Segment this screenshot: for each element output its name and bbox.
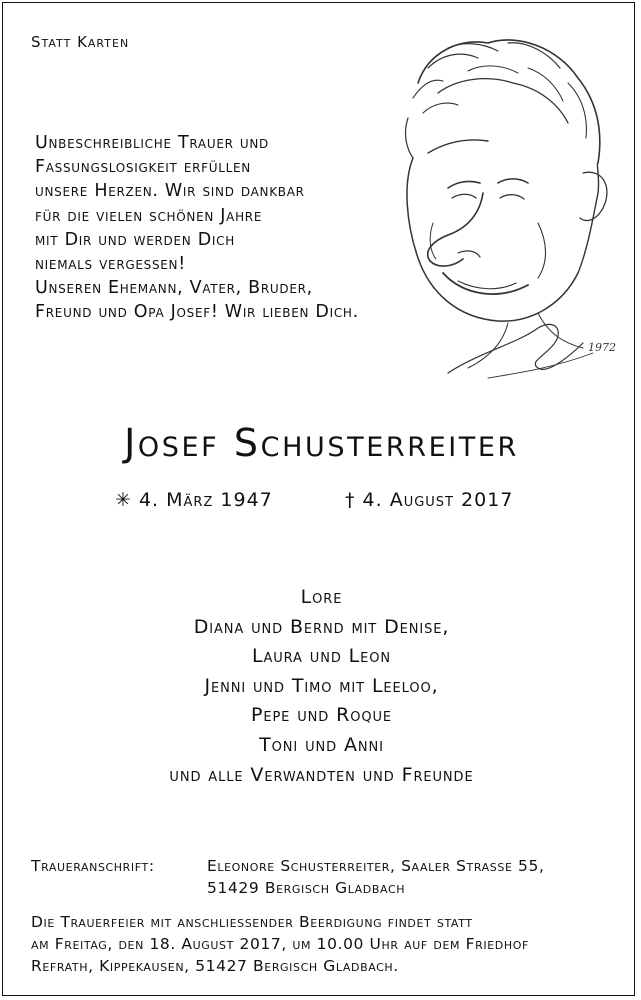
- mourner-line: Pepe und Roque: [250, 704, 393, 727]
- address-line-1: Eleonore Schusterreiter, Saaler Strasse 55,: [207, 857, 545, 875]
- intro-line: Unbeschreibliche Trauer und: [35, 133, 269, 153]
- intro-line: Freund und Opa Josef! Wir lieben Dich.: [35, 302, 359, 323]
- mourner-line: Jenni und Timo mit Leeloo,: [204, 674, 439, 697]
- intro-line: Unseren Ehemann, Vater, Bruder,: [35, 278, 313, 299]
- intro-line: für die vielen schönen Jahre: [35, 205, 263, 226]
- mourners-list: [3, 583, 640, 790]
- ceremony-line: Die Trauerfeier mit anschliessender Beerdigung findet statt: [31, 913, 473, 931]
- intro-line: unsere Herzen. Wir sind dankbar: [35, 181, 305, 202]
- intro-line: mit Dir und werden Dich: [35, 229, 235, 250]
- mourner-line: und alle Verwandten und Freunde: [169, 763, 474, 786]
- footer-info: [31, 855, 631, 975]
- address-block: [31, 855, 631, 897]
- death-date: † 4. August 2017: [345, 489, 514, 511]
- intro-text: [35, 131, 445, 325]
- birth-date: ✳ 4. März 1947: [115, 489, 273, 511]
- mourner-line: Toni und Anni: [259, 733, 384, 756]
- mourner-line: Laura und Leon: [251, 645, 392, 668]
- intro-line: niemals vergessen!: [35, 254, 186, 275]
- deceased-name: Josef Schusterreiter: [124, 421, 519, 465]
- ceremony-line: Refrath, Kippekausen, 51427 Bergisch Gladbach.: [31, 957, 399, 975]
- signature-year: 1972: [588, 341, 616, 354]
- caricature-portrait: [388, 23, 633, 393]
- statt-karten-label: Statt Karten: [31, 33, 130, 51]
- ceremony-text: [31, 911, 641, 977]
- mourner-line: Diana und Bernd mit Denise,: [193, 615, 450, 638]
- address-line-2: 51429 Bergisch Gladbach: [207, 879, 406, 897]
- mourner-line: Lore: [300, 586, 343, 608]
- intro-line: Fassungslosigkeit erfüllen: [35, 157, 251, 178]
- obituary-card: [2, 2, 635, 996]
- address-label: Traueranschrift:: [31, 857, 155, 875]
- ceremony-line: am Freitag, den 18. August 2017, um 10.00 Uhr auf dem Friedhof: [31, 935, 529, 953]
